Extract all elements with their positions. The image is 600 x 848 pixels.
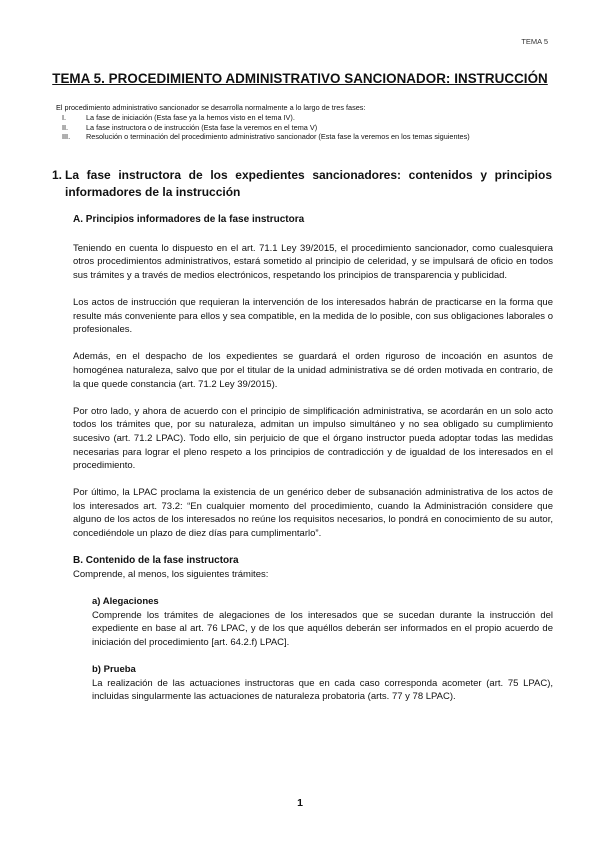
- list-item: [56, 132, 556, 142]
- section-title: La fase instructora de los expedientes sancionadores: contenidos y principios informadores de la instrucción: [65, 168, 552, 199]
- item-heading: b) Prueba: [92, 664, 136, 675]
- list-item-text: Resolución o terminación del procedimiento administrativo sancionador (Esta fase la veremos en los temas siguientes): [86, 132, 470, 142]
- list-item: [56, 123, 556, 133]
- page-title: TEMA 5. PROCEDIMIENTO ADMINISTRATIVO SANCIONADOR: INSTRUCCIÓN: [52, 71, 548, 86]
- list-item-number: III.: [62, 132, 71, 142]
- list-item-text: La fase instructora o de instrucción (Esta fase la veremos en el tema V): [86, 122, 318, 132]
- paragraph: Por último, la LPAC proclama la existencia de un genérico deber de subsanación administrativa de los actos de los interesados art. 73.2: “En cualquier momento del procedimiento, cuando la Administración considere que alguno de los actos de los interesados no reúne los requisitos necesarios, lo pondrá en conocimiento de su autor, concediéndole un plazo de diez días para cumplimentarlo”.: [73, 487, 553, 540]
- running-header: TEMA 5: [521, 37, 548, 46]
- section-body: [73, 213, 553, 704]
- subsection-b-lead: Comprende, al menos, los siguientes trámites:: [73, 568, 269, 580]
- intro-lead: El procedimiento administrativo sancionador se desarrolla normalmente a lo largo de tres fases:: [56, 103, 366, 112]
- page-number: 1: [297, 797, 303, 809]
- paragraph: Los actos de instrucción que requieran la intervención de los interesados habrán de practicarse en la forma que resulte más conveniente para ellos y sea compatible, en la medida de lo posible, con sus obligaciones laborales o profesionales.: [73, 296, 553, 336]
- section-heading: [52, 167, 552, 201]
- item-text: La realización de las actuaciones instructoras que en cada caso corresponda acometer (art. 75 LPAC), incluidas singularmente las actuaciones de naturaleza probatoria (arts. 77 y 78 LPAC).: [92, 677, 553, 703]
- list-item: [56, 113, 556, 123]
- paragraph: Además, en el despacho de los expedientes se guardará el orden riguroso de incoación en asuntos de homogénea naturaleza, salvo que por el titular de la unidad administrativa se dé orden motivada en contrario, de la que quede constancia (art. 71.2 Ley 39/2015).: [73, 351, 553, 390]
- list-item: [73, 663, 553, 704]
- list-item-number: I.: [62, 112, 67, 122]
- intro-block: [56, 103, 556, 142]
- subsection-b-title: B. Contenido de la fase instructora: [73, 555, 239, 567]
- paragraph: Teniendo en cuenta lo dispuesto en el art. 71.1 Ley 39/2015, el procedimiento sancionador, como cualesquiera otros procedimientos administrativos, estará sometido al principio de celeridad, y se impulsará de oficio en todos sus trámites y a través de medios electrónicos, respetando los principios de transparencia y publicidad.: [73, 242, 553, 281]
- list-item-text: La fase de iniciación (Esta fase ya la hemos visto en el tema IV).: [86, 112, 295, 122]
- phases-list: [56, 113, 556, 142]
- list-item: [73, 595, 553, 649]
- section-number: 1.: [52, 168, 63, 182]
- paragraph: Por otro lado, y ahora de acuerdo con el principio de simplificación administrativa, se acordarán en un solo acto todos los trámites que, por su naturaleza, admitan un impulso simultáneo y no sea obligado su cumplimiento sucesivo (art. 71.2 LPAC). Todo ello, sin perjuicio de que el órgano instructor pueda adoptar todas las medidas necesarias para lograr el pleno respeto a los principios de contradicción y de igualdad de los interesados en el procedimiento.: [73, 405, 553, 472]
- list-item-number: II.: [62, 122, 69, 132]
- subsection-a-title: A. Principios informadores de la fase instructora: [73, 214, 305, 225]
- item-heading: a) Alegaciones: [92, 596, 159, 608]
- item-text: Comprende los trámites de alegaciones de los interesados que se sucedan durante la instrucción del expediente en base al art. 76 LPAC, y de los que aquéllos deberán ser informados en el propio acuerdo de iniciación del procedimiento [art. 64.2.f) LPAC].: [92, 609, 553, 648]
